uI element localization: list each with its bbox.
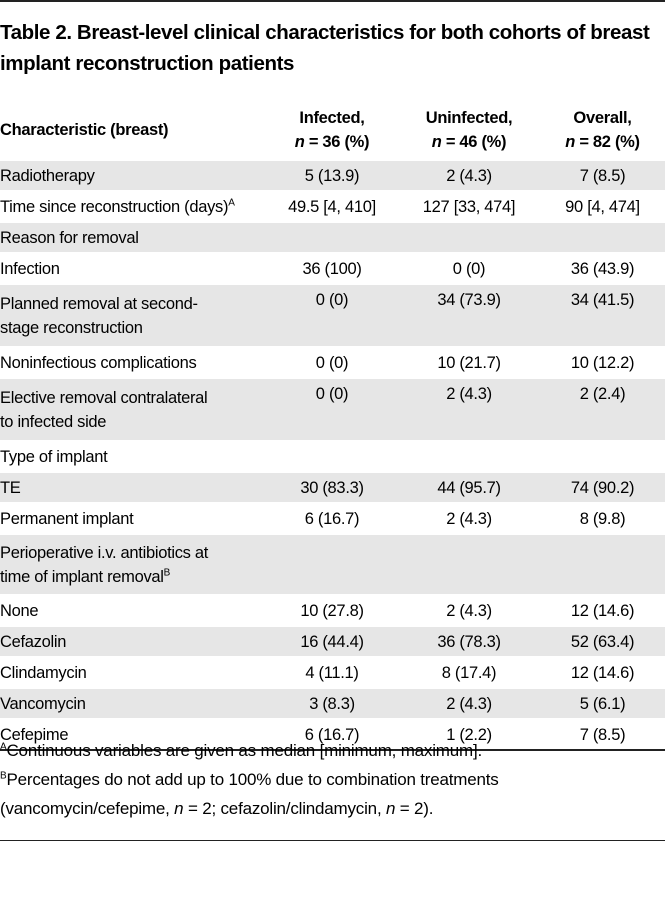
table-section-row: Perioperative i.v. antibiotics at time of implant removal$^B$ — [0, 534, 665, 595]
table-row: Cefazolin 16 (44.4) 36 (78.3) 52 (63.4) — [0, 626, 665, 657]
table-row: Planned removal at second- stage reconstruction 0 (0) 34 (73.9) 34 (41.5) — [0, 284, 665, 347]
header-characteristic: Characteristic (breast) — [0, 121, 169, 139]
table-row: Noninfectious complications 0 (0) 10 (21.7) 10 (12.2) — [0, 347, 665, 378]
table-row: Vancomycin 3 (8.3) 2 (4.3) 5 (6.1) — [0, 688, 665, 719]
top-rule — [0, 0, 665, 2]
table-row: Radiotherapy 5 (13.9) 2 (4.3) 7 (8.5) — [0, 160, 665, 191]
table-row: TE 30 (83.3) 44 (95.7) 74 (90.2) — [0, 472, 665, 503]
table-row: Infection 36 (100) 0 (0) 36 (43.9) — [0, 253, 665, 284]
table-row: Permanent implant 6 (16.7) 2 (4.3) 8 (9.8) — [0, 503, 665, 534]
header-infected: Infected, n = 36 (%) — [294, 109, 370, 151]
table-footnotes — [0, 736, 660, 823]
table-section-row: Reason for removal — [0, 222, 665, 253]
bottom-rule — [0, 840, 665, 841]
header-overall: Overall, n = 82 (%) — [565, 109, 640, 151]
table-row: None 10 (27.8) 2 (4.3) 12 (14.6) — [0, 595, 665, 626]
footnote-b: $^B$Percentages do not add up to 100% due to combination treatments (vancomycin/cefepime, n = 2; cefazolin/clindamycin, n = 2). — [0, 770, 499, 818]
table-title: Table 2. Breast-level clinical characteristics for both cohorts of breast implant reconstruction patients — [0, 21, 650, 75]
characteristics-table — [0, 101, 665, 751]
table-row: Elective removal contralateral to infected side 0 (0) 2 (4.3) 2 (2.4) — [0, 378, 665, 441]
header-row — [0, 101, 665, 160]
table-row: Cefepime 6 (16.7) 1 (2.2) 7 (8.5) — [0, 719, 665, 750]
table-row: Time since reconstruction (days)$^A$ 49.5 [4, 410] 127 [33, 474] 90 [4, 474] — [0, 191, 665, 222]
table-row: Clindamycin 4 (11.1) 8 (17.4) 12 (14.6) — [0, 657, 665, 688]
footnote-a: $^A$Continuous variables are given as median [minimum, maximum]. — [0, 741, 483, 760]
table-section-row: Type of implant — [0, 441, 665, 472]
header-uninfected: Uninfected, n = 46 (%) — [425, 109, 513, 151]
